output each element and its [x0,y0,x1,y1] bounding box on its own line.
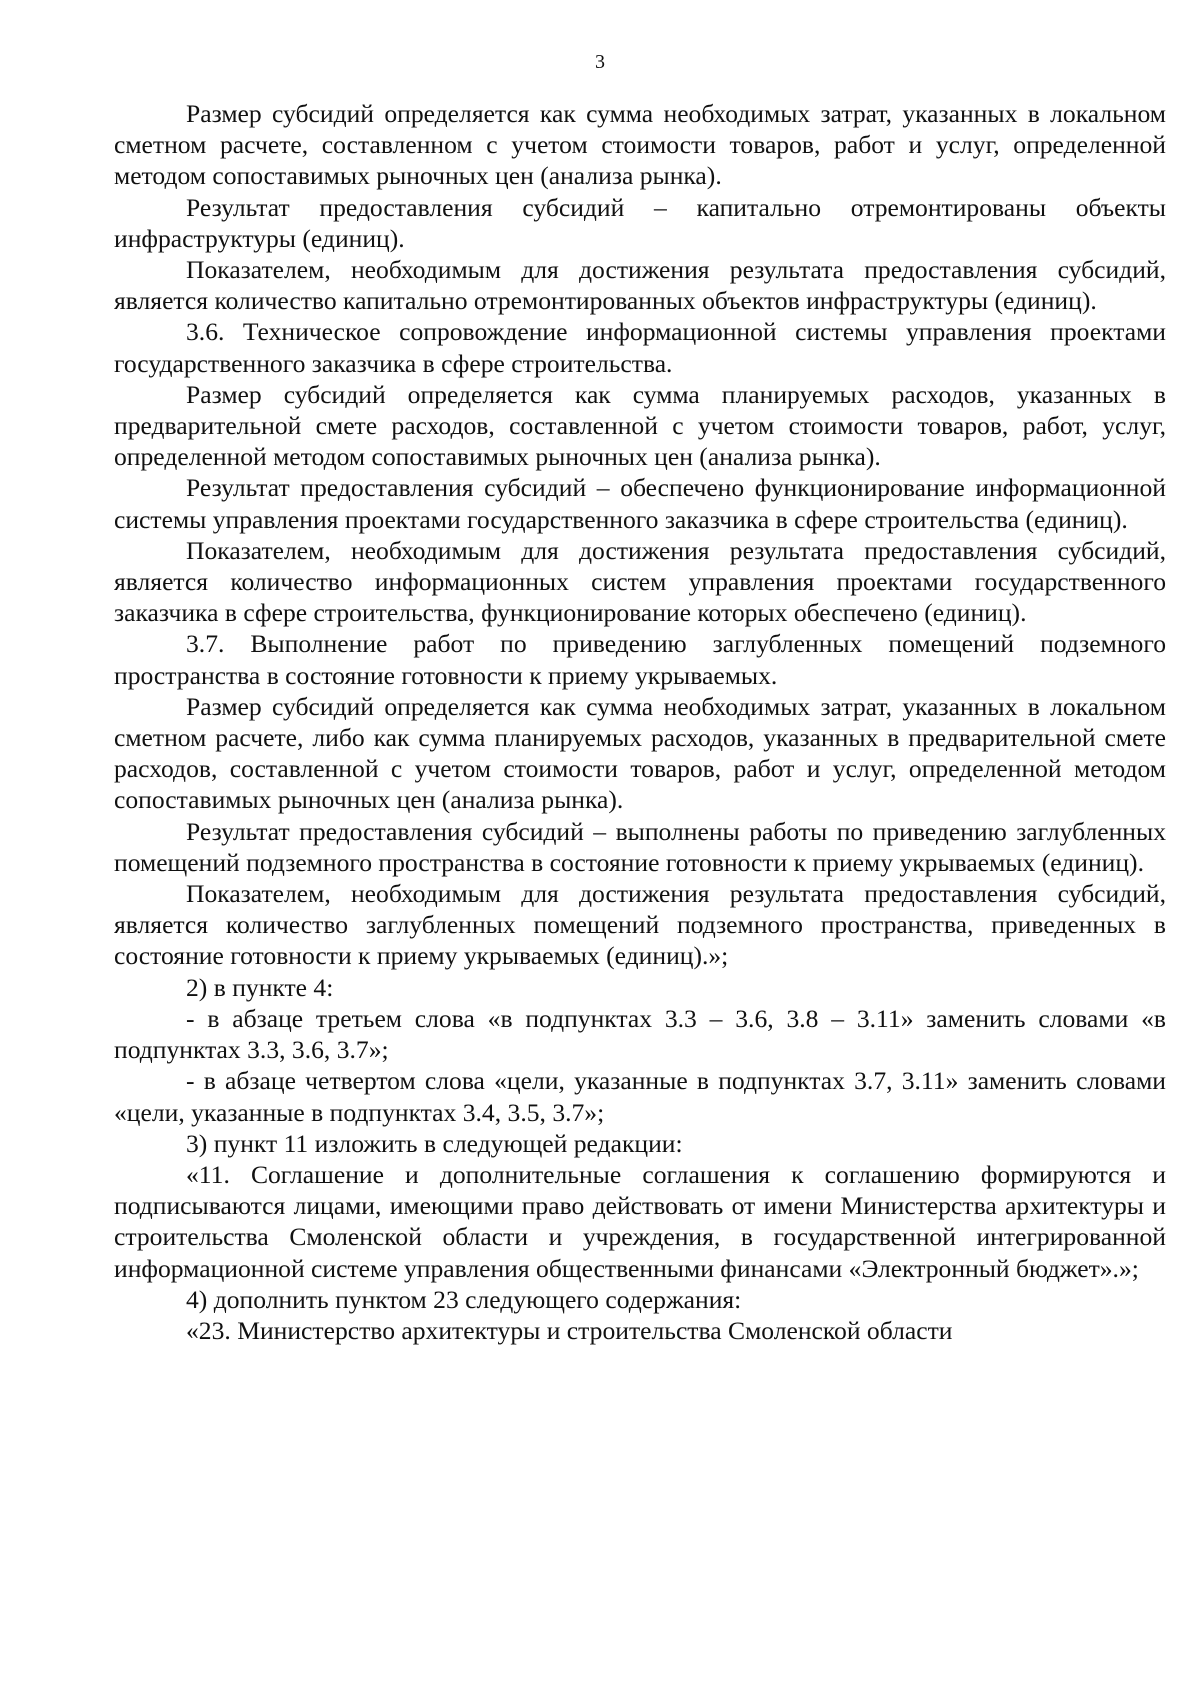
list-item-3: 3) пункт 11 изложить в следующей редакции: [186,1128,683,1158]
paragraph: Показателем, необходимым для достижения результата предоставления субсидий, является количество информационных систем управления проектами государственного заказчика в сфере строительства, функционирование которых обеспечено (единиц). [114,535,1166,628]
document-body [114,98,1166,1346]
dash-item: - в абзаце четвертом слова «цели, указанные в подпунктах 3.7, 3.11» заменить словами «цели, указанные в подпунктах 3.4, 3.5, 3.7»; [114,1066,1166,1127]
quoted-clause-11: «11. Соглашение и дополнительные соглашения к соглашению формируются и подписываются лицами, имеющими право действовать от имени Министерства архитектуры и строительства Смоленской области и учреждения, в государственной интегрированной информационной системе управления общественными финансами «Электронный бюджет».»; [114,1159,1166,1283]
list-item-4: 4) дополнить пунктом 23 следующего содержания: [186,1284,742,1314]
paragraph: Результат предоставления субсидий – капитально отремонтированы объекты инфраструктуры (единиц). [114,192,1166,253]
page-number: 3 [595,51,605,73]
section-heading-3-7: 3.7. Выполнение работ по приведению заглубленных помещений подземного пространства в состояние готовности к приему укрываемых. [114,629,1166,690]
paragraph: Результат предоставления субсидий – выполнены работы по приведению заглубленных помещений подземного пространства в состояние готовности к приему укрываемых (единиц). [114,816,1166,877]
paragraph: Размер субсидий определяется как сумма необходимых затрат, указанных в локальном сметном расчете, составленном с учетом стоимости товаров, работ и услуг, определенной методом сопоставимых рыночных цен (анализа рынка). [114,99,1166,191]
quoted-clause-23: «23. Министерство архитектуры и строительства Смоленской области [186,1315,953,1345]
list-item-2: 2) в пункте 4: [186,972,334,1002]
dash-item: - в абзаце третьем слова «в подпунктах 3.3 – 3.6, 3.8 – 3.11» заменить словами «в подпунктах 3.3, 3.6, 3.7»; [114,1003,1166,1065]
paragraph: Размер субсидий определяется как сумма планируемых расходов, указанных в предварительной смете расходов, составленной с учетом стоимости товаров, работ, услуг, определенной методом сопоставимых рыночных цен (анализа рынка). [114,379,1166,472]
paragraph: Показателем, необходимым для достижения результата предоставления субсидий, является количество заглубленных помещений подземного пространства, приведенных в состояние готовности к приему укрываемых (единиц).»; [114,879,1166,971]
paragraph: Результат предоставления субсидий – обеспечено функционирование информационной системы управления проектами государственного заказчика в сфере строительства (единиц). [114,473,1166,534]
paragraph: Размер субсидий определяется как сумма необходимых затрат, указанных в локальном сметном расчете, либо как сумма планируемых расходов, указанных в предварительной смете расходов, составленной с учетом стоимости товаров, работ и услуг, определенной методом сопоставимых рыночных цен (анализа рынка). [114,691,1166,815]
section-heading-3-6: 3.6. Техническое сопровождение информационной системы управления проектами государственного заказчика в сфере строительства. [114,317,1166,378]
paragraph: Показателем, необходимым для достижения результата предоставления субсидий, является количество капитально отремонтированных объектов инфраструктуры (единиц). [114,255,1166,316]
